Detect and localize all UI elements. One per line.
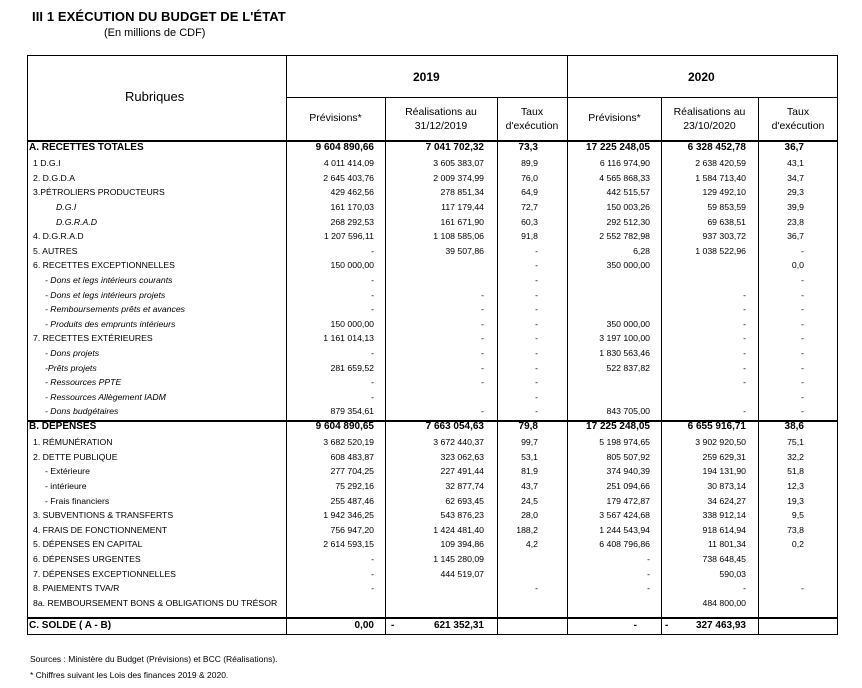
cell-real-2020: 30 873,14 bbox=[707, 480, 746, 491]
row-label: 7. DÉPENSES EXCEPTIONNELLES bbox=[33, 568, 176, 579]
cell-taux-2020: - bbox=[801, 289, 804, 300]
header-taux-2019-l2: d'exécution bbox=[505, 120, 559, 132]
cell-real-2019: 1 424 481,40 bbox=[433, 524, 484, 535]
cell-taux-2020: - bbox=[801, 333, 804, 344]
cell-real-2020: 3 902 920,50 bbox=[695, 437, 746, 448]
row-label: 1 D.G.I bbox=[33, 158, 61, 169]
row-label: - Dons et legs intérieurs courants bbox=[45, 274, 173, 285]
cell-prev-2019: 9 604 890,65 bbox=[315, 421, 374, 432]
cell-prev-2020: 17 225 248,05 bbox=[586, 421, 650, 432]
vertical-rule bbox=[758, 97, 759, 635]
cell-taux-2019: 64,9 bbox=[521, 187, 538, 198]
cell-real-2019: 543 876,23 bbox=[440, 510, 484, 521]
cell-prev-2020: 350 000,00 bbox=[606, 260, 650, 271]
cell-real-2019: - bbox=[481, 406, 484, 417]
cell-taux-2020: 39,9 bbox=[787, 201, 804, 212]
cell-real-2020: - bbox=[743, 347, 746, 358]
vertical-rule bbox=[385, 97, 386, 635]
cell-real-2019: 32 877,74 bbox=[445, 480, 484, 491]
row-label: 6. DÉPENSES URGENTES bbox=[33, 553, 141, 564]
cell-prev-2020: 150 003,26 bbox=[606, 201, 650, 212]
cell-real-2020: 194 131,90 bbox=[702, 466, 746, 477]
cell-taux-2020: - bbox=[801, 406, 804, 417]
cell-real-2020: 918 614,94 bbox=[702, 524, 746, 535]
cell-prev-2020: 843 705,00 bbox=[606, 406, 650, 417]
vertical-rule bbox=[286, 55, 287, 635]
cell-real-2019: - bbox=[481, 362, 484, 373]
cell-real-2019: 39 507,86 bbox=[445, 245, 484, 256]
cell-taux-2020: 73,8 bbox=[787, 524, 804, 535]
cell-real-2019: 7 663 054,63 bbox=[425, 421, 484, 432]
cell-real-2019: 3 672 440,37 bbox=[433, 437, 484, 448]
page-title: III 1 EXÉCUTION DU BUDGET DE L'ÉTAT bbox=[32, 9, 286, 24]
row-label: - Extérieure bbox=[45, 466, 90, 477]
cell-taux-2020: - bbox=[801, 377, 804, 388]
horizontal-rule bbox=[27, 617, 838, 619]
vertical-rule bbox=[567, 55, 568, 635]
cell-prev-2019: 756 947,20 bbox=[330, 524, 374, 535]
cell-real-2019: 117 179,44 bbox=[441, 201, 484, 212]
cell-real-2020: 338 912,14 bbox=[702, 510, 746, 521]
vertical-rule bbox=[661, 97, 662, 635]
header-real-2020-l1: Réalisations au bbox=[673, 106, 746, 118]
cell-real-2020: 738 648,45 bbox=[702, 553, 746, 564]
row-label: D.G.R.A.D bbox=[56, 216, 98, 227]
cell-real-2019-sign: - bbox=[391, 620, 395, 631]
row-label: 8a. REMBOURSEMENT BONS & OBLIGATIONS DU TRÉSOR bbox=[33, 597, 278, 608]
header-taux-2020-l2: d'exécution bbox=[771, 120, 825, 132]
cell-real-2019: - bbox=[481, 289, 484, 300]
cell-prev-2020: 442 515,57 bbox=[606, 187, 650, 198]
row-label: 4. D.G.R.A.D bbox=[33, 231, 84, 242]
cell-taux-2019: - bbox=[535, 333, 538, 344]
cell-prev-2019: 608 483,87 bbox=[330, 451, 374, 462]
cell-real-2019: 109 394,86 bbox=[440, 539, 484, 550]
cell-prev-2020: 17 225 248,05 bbox=[586, 142, 650, 153]
cell-taux-2019: 79,8 bbox=[518, 421, 538, 432]
cell-prev-2020: 6,28 bbox=[633, 245, 650, 256]
cell-prev-2019: 3 682 520,19 bbox=[323, 437, 374, 448]
cell-prev-2020: 2 552 782,98 bbox=[599, 231, 650, 242]
cell-prev-2020: 4 565 868,33 bbox=[599, 172, 650, 183]
row-label: 8. PAIEMENTS TVA/R bbox=[33, 583, 120, 594]
cell-prev-2019: 281 659,52 bbox=[330, 362, 374, 373]
cell-prev-2019: 255 487,46 bbox=[330, 495, 374, 506]
cell-prev-2019: - bbox=[371, 304, 374, 315]
row-label: 2. DETTE PUBLIQUE bbox=[33, 451, 118, 462]
cell-prev-2019: - bbox=[371, 553, 374, 564]
cell-taux-2020: 75,1 bbox=[787, 437, 804, 448]
cell-prev-2019: 277 704,25 bbox=[330, 466, 374, 477]
cell-real-2020: 69 638,51 bbox=[707, 216, 746, 227]
cell-prev-2020: 350 000,00 bbox=[606, 318, 650, 329]
header-rubriques: Rubriques bbox=[125, 89, 185, 104]
cell-taux-2019: 24,5 bbox=[521, 495, 538, 506]
cell-taux-2019: 53,1 bbox=[521, 451, 538, 462]
cell-real-2020: 34 624,27 bbox=[707, 495, 746, 506]
cell-prev-2019: - bbox=[371, 274, 374, 285]
cell-prev-2020: 374 940,39 bbox=[606, 466, 650, 477]
cell-taux-2020: 29,3 bbox=[787, 187, 804, 198]
cell-real-2019: 1 108 585,06 bbox=[433, 231, 484, 242]
row-label: - Frais financiers bbox=[45, 495, 110, 506]
row-label: - Produits des emprunts intérieurs bbox=[45, 318, 176, 329]
cell-prev-2019: 1 161 014,13 bbox=[323, 333, 374, 344]
cell-prev-2020: - bbox=[647, 583, 650, 594]
cell-real-2020: 259 629,31 bbox=[702, 451, 746, 462]
cell-taux-2020: 0,2 bbox=[791, 539, 804, 550]
row-label: A. RECETTES TOTALES bbox=[29, 142, 144, 153]
cell-prev-2020: 251 094,66 bbox=[606, 480, 650, 491]
row-label: -Prêts projets bbox=[45, 362, 97, 373]
row-label: - Ressources Allègement IADM bbox=[45, 391, 166, 402]
cell-taux-2020: 34,7 bbox=[787, 172, 804, 183]
cell-taux-2019: - bbox=[535, 245, 538, 256]
cell-real-2019: 3 605 383,07 bbox=[433, 158, 484, 169]
cell-taux-2020: 43,1 bbox=[787, 158, 804, 169]
cell-real-2020: - bbox=[743, 333, 746, 344]
cell-real-2020: 1 584 713,40 bbox=[695, 172, 746, 183]
cell-taux-2020: 23,8 bbox=[787, 216, 804, 227]
cell-prev-2020: 179 472,87 bbox=[606, 495, 650, 506]
cell-prev-2019: 2 614 593,15 bbox=[323, 539, 374, 550]
cell-prev-2020: - bbox=[647, 553, 650, 564]
cell-real-2019: - bbox=[481, 377, 484, 388]
row-label: B. DÉPENSES bbox=[29, 421, 97, 432]
row-label: 3.PÉTROLIERS PRODUCTEURS bbox=[33, 187, 165, 198]
cell-taux-2019: 91,8 bbox=[521, 231, 538, 242]
cell-taux-2020: - bbox=[801, 362, 804, 373]
cell-real-2019: 62 693,45 bbox=[445, 495, 484, 506]
header-prev-2020: Prévisions* bbox=[588, 112, 641, 124]
cell-prev-2020: 522 837,82 bbox=[606, 362, 650, 373]
cell-prev-2020: 1 830 563,46 bbox=[599, 347, 650, 358]
cell-taux-2020: 0,0 bbox=[791, 260, 804, 271]
row-label: 1. RÉMUNÉRATION bbox=[33, 437, 113, 448]
cell-real-2019: 1 145 280,09 bbox=[433, 553, 484, 564]
cell-prev-2019: - bbox=[371, 583, 374, 594]
cell-taux-2020: 38,6 bbox=[784, 421, 804, 432]
cell-real-2019: 227 491,44 bbox=[440, 466, 484, 477]
cell-prev-2019: 0,00 bbox=[354, 620, 374, 631]
cell-prev-2019: - bbox=[371, 391, 374, 402]
cell-taux-2020: - bbox=[801, 318, 804, 329]
cell-taux-2019: - bbox=[535, 304, 538, 315]
row-label: - Dons budgétaires bbox=[45, 406, 119, 417]
horizontal-rule bbox=[27, 140, 838, 142]
row-label: - Remboursements prêts et avances bbox=[45, 304, 186, 315]
horizontal-rule bbox=[27, 420, 838, 422]
cell-real-2020: 11 801,34 bbox=[707, 539, 746, 550]
cell-taux-2020: 9,5 bbox=[791, 510, 804, 521]
cell-taux-2019: - bbox=[535, 347, 538, 358]
header-taux-2020-l1: Taux bbox=[786, 106, 810, 118]
cell-prev-2019: 150 000,00 bbox=[330, 318, 374, 329]
cell-real-2020: 6 328 452,78 bbox=[687, 142, 746, 153]
cell-prev-2019: 4 011 414,09 bbox=[323, 158, 374, 169]
cell-taux-2019: - bbox=[535, 362, 538, 373]
cell-prev-2019: - bbox=[371, 245, 374, 256]
cell-prev-2019: 150 000,00 bbox=[330, 260, 374, 271]
cell-prev-2020: 1 244 543,94 bbox=[599, 524, 650, 535]
cell-real-2020: - bbox=[743, 583, 746, 594]
cell-prev-2019: 9 604 890,66 bbox=[315, 142, 374, 153]
header-year-2019: 2019 bbox=[413, 70, 440, 84]
cell-real-2019: 323 062,63 bbox=[440, 451, 484, 462]
cell-real-2019: - bbox=[481, 304, 484, 315]
cell-real-2020: 59 853,59 bbox=[707, 201, 746, 212]
cell-real-2019: 7 041 702,32 bbox=[425, 142, 484, 153]
cell-prev-2019: - bbox=[371, 347, 374, 358]
cell-taux-2019: 188,2 bbox=[516, 524, 538, 535]
page-subtitle: (En millions de CDF) bbox=[104, 27, 206, 39]
row-label: 5. DÉPENSES EN CAPITAL bbox=[33, 539, 143, 550]
row-label: 3. SUBVENTIONS & TRANSFERTS bbox=[33, 510, 174, 521]
cell-taux-2020: 12,3 bbox=[787, 480, 804, 491]
cell-real-2020: 1 038 522,96 bbox=[695, 245, 746, 256]
cell-taux-2019: 73,3 bbox=[518, 142, 538, 153]
cell-prev-2019: - bbox=[371, 568, 374, 579]
horizontal-rule bbox=[286, 97, 838, 98]
cell-real-2019: - bbox=[481, 318, 484, 329]
cell-taux-2019: 99,7 bbox=[521, 437, 538, 448]
row-label: - Dons projets bbox=[45, 347, 100, 358]
row-label: - intérieure bbox=[45, 480, 87, 491]
solde-label: C. SOLDE ( A - B) bbox=[29, 620, 112, 631]
cell-prev-2019: 161 170,03 bbox=[330, 201, 374, 212]
cell-taux-2019: - bbox=[535, 391, 538, 402]
cell-real-2020: - bbox=[743, 406, 746, 417]
cell-taux-2020: 19,3 bbox=[787, 495, 804, 506]
row-label: 7. RECETTES EXTÉRIEURES bbox=[33, 333, 153, 344]
cell-taux-2020: - bbox=[801, 274, 804, 285]
cell-taux-2019: 76,0 bbox=[521, 172, 538, 183]
cell-prev-2020: 292 512,30 bbox=[606, 216, 650, 227]
cell-taux-2019: - bbox=[535, 260, 538, 271]
cell-taux-2019: 81,9 bbox=[521, 466, 538, 477]
cell-real-2019: 444 519,07 bbox=[440, 568, 484, 579]
cell-taux-2019: 4,2 bbox=[525, 539, 538, 550]
cell-prev-2019: 1 207 596,11 bbox=[323, 231, 374, 242]
cell-real-2020: 129 492,10 bbox=[702, 187, 746, 198]
cell-prev-2019: 268 292,53 bbox=[330, 216, 374, 227]
cell-prev-2020: - bbox=[633, 620, 637, 631]
row-label: 4. FRAIS DE FONCTIONNEMENT bbox=[33, 524, 168, 535]
cell-prev-2019: 2 645 403,76 bbox=[323, 172, 374, 183]
header-year-2020: 2020 bbox=[688, 70, 715, 84]
cell-taux-2020: 32,2 bbox=[787, 451, 804, 462]
cell-taux-2020: - bbox=[801, 304, 804, 315]
cell-real-2019: 161 671,90 bbox=[440, 216, 484, 227]
cell-prev-2019: 879 354,61 bbox=[330, 406, 374, 417]
cell-real-2019: 2 009 374,99 bbox=[433, 172, 484, 183]
row-label: - Dons et legs intérieurs projets bbox=[45, 289, 166, 300]
cell-real-2020: 590,03 bbox=[719, 568, 746, 579]
footnote-chiffres: * Chiffres suivant les Lois des finances 2019 & 2020. bbox=[30, 670, 229, 680]
cell-prev-2020: 5 198 974,65 bbox=[599, 437, 650, 448]
header-taux-2019-l1: Taux bbox=[520, 106, 544, 118]
cell-prev-2020: 3 567 424,68 bbox=[599, 510, 650, 521]
row-label: 2. D.G.D.A bbox=[33, 172, 75, 183]
cell-real-2020: - bbox=[743, 289, 746, 300]
cell-prev-2019: 75 292,16 bbox=[335, 480, 374, 491]
cell-prev-2020: 805 507,92 bbox=[606, 451, 650, 462]
cell-taux-2020: - bbox=[801, 583, 804, 594]
header-prev-2019: Prévisions* bbox=[309, 112, 362, 124]
cell-taux-2019: 60,3 bbox=[521, 216, 538, 227]
cell-real-2020: - bbox=[743, 318, 746, 329]
cell-taux-2019: - bbox=[535, 377, 538, 388]
cell-real-2020: 6 655 916,71 bbox=[687, 421, 746, 432]
cell-taux-2020: - bbox=[801, 391, 804, 402]
cell-taux-2019: - bbox=[535, 583, 538, 594]
cell-real-2019: 621 352,31 bbox=[433, 620, 484, 631]
row-label: D.G.I bbox=[56, 201, 77, 212]
cell-prev-2020: - bbox=[647, 568, 650, 579]
cell-taux-2019: 43,7 bbox=[521, 480, 538, 491]
row-label: 5. AUTRES bbox=[33, 245, 78, 256]
cell-taux-2020: 36,7 bbox=[787, 231, 804, 242]
cell-prev-2019: - bbox=[371, 289, 374, 300]
cell-prev-2020: 6 116 974,90 bbox=[599, 158, 650, 169]
cell-prev-2020: 3 197 100,00 bbox=[599, 333, 650, 344]
cell-real-2020: 2 638 420,59 bbox=[695, 158, 746, 169]
cell-taux-2019: 28,0 bbox=[521, 510, 538, 521]
cell-real-2020: 327 463,93 bbox=[695, 620, 746, 631]
cell-real-2020: 937 303,72 bbox=[702, 231, 746, 242]
cell-prev-2019: 429 462,56 bbox=[330, 187, 374, 198]
cell-taux-2019: - bbox=[535, 274, 538, 285]
cell-taux-2019: - bbox=[535, 406, 538, 417]
row-label: - Ressources PPTE bbox=[45, 377, 122, 388]
cell-prev-2020: 6 408 796,86 bbox=[599, 539, 650, 550]
cell-taux-2020: 36,7 bbox=[784, 142, 804, 153]
cell-taux-2019: - bbox=[535, 318, 538, 329]
cell-prev-2019: 1 942 346,25 bbox=[323, 510, 374, 521]
header-real-2020-l2: 23/10/2020 bbox=[683, 120, 736, 132]
footnote-sources: Sources : Ministère du Budget (Prévisions) et BCC (Réalisations). bbox=[30, 654, 278, 664]
cell-taux-2020: - bbox=[801, 245, 804, 256]
header-real-2019-l1: Réalisations au bbox=[405, 106, 477, 118]
cell-taux-2019: 72,7 bbox=[521, 201, 538, 212]
cell-real-2020: - bbox=[743, 362, 746, 373]
cell-taux-2019: 89,9 bbox=[521, 158, 538, 169]
cell-taux-2020: - bbox=[801, 347, 804, 358]
cell-real-2020: 484 800,00 bbox=[702, 597, 746, 608]
cell-real-2020: - bbox=[743, 304, 746, 315]
cell-real-2019: - bbox=[481, 333, 484, 344]
row-label: 6. RECETTES EXCEPTIONNELLES bbox=[33, 260, 175, 271]
cell-real-2020-sign: - bbox=[665, 620, 669, 631]
header-real-2019-l2: 31/12/2019 bbox=[414, 120, 468, 132]
cell-taux-2019: - bbox=[535, 289, 538, 300]
cell-prev-2019: - bbox=[371, 377, 374, 388]
cell-real-2019: 278 851,34 bbox=[440, 187, 484, 198]
cell-real-2019: - bbox=[481, 347, 484, 358]
cell-taux-2020: 51,8 bbox=[787, 466, 804, 477]
vertical-rule bbox=[497, 97, 498, 635]
cell-real-2020: - bbox=[743, 377, 746, 388]
